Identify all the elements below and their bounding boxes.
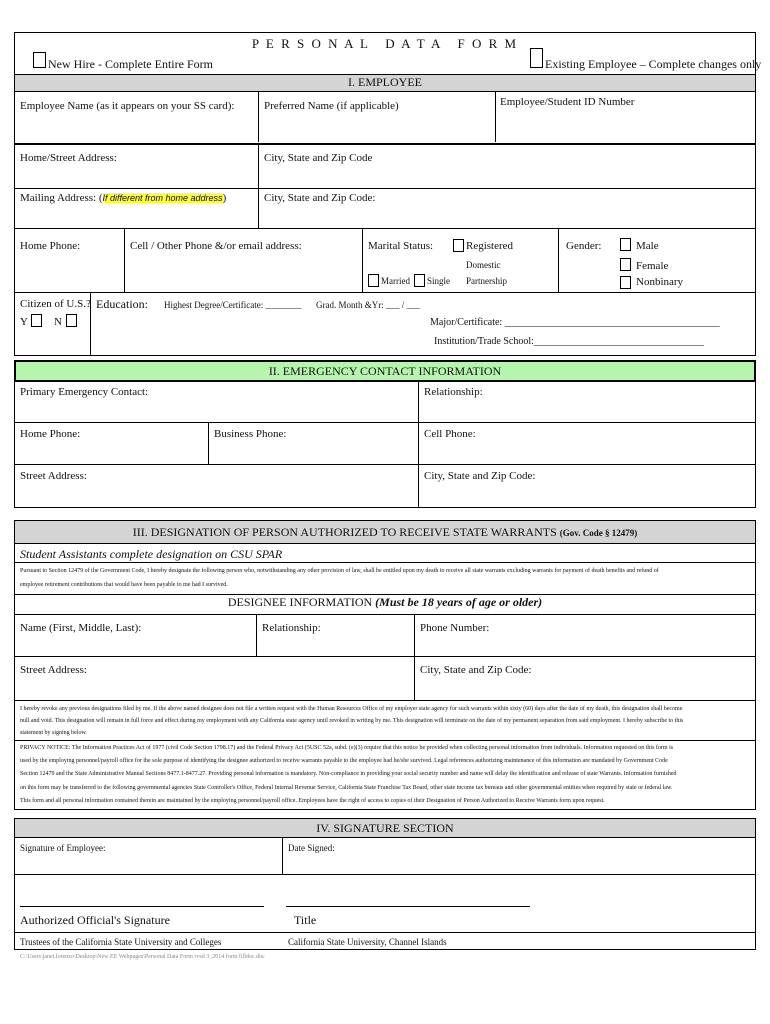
divider <box>362 228 363 292</box>
mailing-close: ) <box>222 192 227 204</box>
emergency-street-label: Street Address: <box>20 470 87 482</box>
female-label: Female <box>636 260 669 272</box>
employee-name-label: Employee Name (as it appears on your SS card): <box>20 100 235 112</box>
privacy-text-2: used by the employing personnel/payroll office for the sole purpose of identifying the designee authorized to receive warrants payable to the employee had he/she survived. Legal references authorizing maintenance of this information are mandated by Government Code <box>20 758 668 764</box>
divider <box>558 228 559 292</box>
designee-relationship-label: Relationship: <box>262 622 321 634</box>
date-signed-label: Date Signed: <box>288 843 335 853</box>
divider <box>258 92 259 142</box>
official-signature-label: Authorized Official's Signature <box>20 913 170 927</box>
revoke-text-2: null and void. This designation will remain in full force and effect during my employment with any California state agency until revoked in writing by me. This designation will terminate on the date of my permanent separation from said employment. I hereby subscribe to this <box>20 718 684 724</box>
student-note: Student Assistants complete designation on CSU SPAR <box>20 547 283 561</box>
employee-id-label: Employee/Student ID Number <box>500 96 635 108</box>
emergency-city-label: City, State and Zip Code: <box>424 470 536 482</box>
divider <box>14 562 756 563</box>
designee-name-label: Name (First, Middle, Last): <box>20 622 142 634</box>
cell-phone-label: Cell / Other Phone &/or email address: <box>130 240 302 252</box>
institution-label: Institution/Trade School:__________________________________ <box>434 336 704 347</box>
divider <box>14 740 756 741</box>
marital-status-label: Marital Status: <box>368 240 434 252</box>
designee-info-heading <box>0 596 770 609</box>
registered-checkbox[interactable] <box>453 239 464 252</box>
registered-label: Registered <box>466 240 514 252</box>
footer-path: C:\Users\janet.lorenzo\Desktop\New EE Webpages\Personal Data Form rvsd 3_2014 form filldoc.doc <box>20 954 265 960</box>
home-address-label: Home/Street Address: <box>20 152 117 164</box>
divider <box>14 422 756 423</box>
new-hire-label: New Hire - Complete Entire Form <box>48 57 213 71</box>
citizen-no-label: N <box>54 316 62 328</box>
privacy-text-1: PRIVACY NOTICE: The Information Practices Act of 1977 (civil Code Section 1798.17) and the Federal Privacy Act (5USC 52a, subd. (e)(3) require that this notice be provided when collecting personal information from individuals. Information requested on this form is <box>20 745 674 751</box>
designee-age-label: (Must be 18 years of age or older) <box>375 595 543 609</box>
emergency-block <box>14 382 756 508</box>
divider <box>495 92 496 142</box>
business-phone-label: Business Phone: <box>214 428 287 440</box>
citizen-yes-checkbox[interactable] <box>31 314 42 327</box>
section-signature-header: IV. SIGNATURE SECTION <box>14 818 756 838</box>
primary-contact-label: Primary Emergency Contact: <box>20 386 149 398</box>
highest-degree-label: Highest Degree/Certificate: ________ <box>164 300 302 310</box>
divider <box>14 874 756 875</box>
preferred-name-label: Preferred Name (if applicable) <box>264 100 399 112</box>
divider <box>124 228 125 292</box>
pursuant-text-1: Pursuant to Section 12479 of the Government Code, I hereby designate the following person who, notwithstanding any other provision of law, shall be entitled upon my death to receive all state warrants excluding warrants for payment of death benefits and refund of <box>20 568 659 574</box>
married-checkbox[interactable] <box>368 274 379 287</box>
city-state-zip-label: City, State and Zip Code <box>264 152 373 164</box>
emergency-cell-phone-label: Cell Phone: <box>424 428 476 440</box>
designee-city-label: City, State and Zip Code: <box>420 664 532 676</box>
revoke-text-3: statement by signing below. <box>20 730 87 736</box>
trustees-label: Trustees of the California State University and Colleges <box>20 937 222 947</box>
employee-signature-label: Signature of Employee: <box>20 843 106 853</box>
home-phone-label: Home Phone: <box>20 240 81 252</box>
section-emergency-header: II. EMERGENCY CONTACT INFORMATION <box>14 360 756 382</box>
warrants-code: (Gov. Code § 12479) <box>559 528 638 538</box>
existing-employee-checkbox[interactable] <box>530 48 543 68</box>
citizen-yes-label: Y <box>20 316 28 328</box>
section-employee-header: I. EMPLOYEE <box>14 74 756 92</box>
gender-label: Gender: <box>566 240 602 252</box>
nonbinary-label: Nonbinary <box>636 276 684 288</box>
privacy-text-3: Section 12479 and the State Administrative Manual Sections 8477.1-8477.27. Providing personal information is mandatory. Non-compliance in providing your social security number and name will delay the identification and release of state Warrants. Information furnished <box>20 771 677 777</box>
title-line[interactable] <box>286 906 530 907</box>
existing-employee-label: Existing Employee – Complete changes only <box>545 57 762 71</box>
education-label: Education: <box>96 297 148 311</box>
divider <box>14 292 756 293</box>
pursuant-text-2: employee retirement contributions that would have been payable to me had I survived. <box>20 582 228 588</box>
domestic-label: Domestic <box>466 260 501 270</box>
divider <box>14 464 756 465</box>
relationship-label: Relationship: <box>424 386 483 398</box>
citizen-label: Citizen of U.S.? <box>20 298 91 310</box>
section-warrants-header <box>14 520 756 544</box>
divider <box>418 382 419 508</box>
title-label: Title <box>294 913 317 927</box>
divider <box>256 614 257 656</box>
major-label: Major/Certificate: ___________________________________________ <box>430 317 720 328</box>
female-checkbox[interactable] <box>620 258 631 271</box>
divider <box>208 422 209 464</box>
nonbinary-checkbox[interactable] <box>620 276 631 289</box>
csuci-label: California State University, Channel Islands <box>288 937 447 947</box>
divider <box>282 838 283 874</box>
mailing-city-label: City, State and Zip Code: <box>264 192 376 204</box>
privacy-text-5: This form and all personal information contained therein are maintained by the employing personnel/payroll office. Employees have the right of access to copies of their Designation of Person Authorized to Receive Warrants form upon request. <box>20 798 605 804</box>
divider <box>14 188 756 189</box>
divider <box>14 700 756 701</box>
divider <box>258 144 259 228</box>
divider <box>14 656 756 657</box>
privacy-text-4: on this form may be transferred to the following governmental agencies State Controller's Office, Federal Internal Revenue Service, California State Franchise Tax Board, other state income tax bureaus and other governmental entities when required by state or federal law. <box>20 785 673 791</box>
warrants-title: III. DESIGNATION OF PERSON AUTHORIZED TO RECEIVE STATE WARRANTS <box>132 525 557 539</box>
male-checkbox[interactable] <box>620 238 631 251</box>
partnership-label: Partnership <box>466 276 507 286</box>
single-label: Single <box>427 276 451 286</box>
designee-phone-label: Phone Number: <box>420 622 490 634</box>
mailing-address-label <box>20 192 226 205</box>
emergency-home-phone-label: Home Phone: <box>20 428 81 440</box>
mailing-address-text: Mailing Address: ( <box>20 192 103 204</box>
divider <box>14 228 756 229</box>
married-label: Married <box>381 276 410 286</box>
revoke-text-1: I hereby revoke any previous designations filed by me. If the above named designee does not file a written request with the Human Resources Office of my employer state agency for such warrants within sixty (60) days after the date of my death, this designation shall become <box>20 706 683 712</box>
male-label: Male <box>636 240 659 252</box>
divider <box>14 932 756 933</box>
new-hire-checkbox[interactable] <box>33 52 46 68</box>
mailing-note-highlight: If different from home address <box>102 193 223 203</box>
signature-block <box>14 838 756 950</box>
official-signature-line[interactable] <box>20 906 264 907</box>
divider <box>14 614 756 615</box>
designee-street-label: Street Address: <box>20 664 87 676</box>
form-title: P E R S O N A L D A T A F O R M <box>251 36 519 51</box>
citizen-no-checkbox[interactable] <box>66 314 77 327</box>
single-checkbox[interactable] <box>414 274 425 287</box>
grad-month-label: Grad. Month &Yr: ___ / ___ <box>316 300 420 310</box>
divider <box>414 614 415 700</box>
designee-info-label: DESIGNEE INFORMATION <box>227 595 373 609</box>
